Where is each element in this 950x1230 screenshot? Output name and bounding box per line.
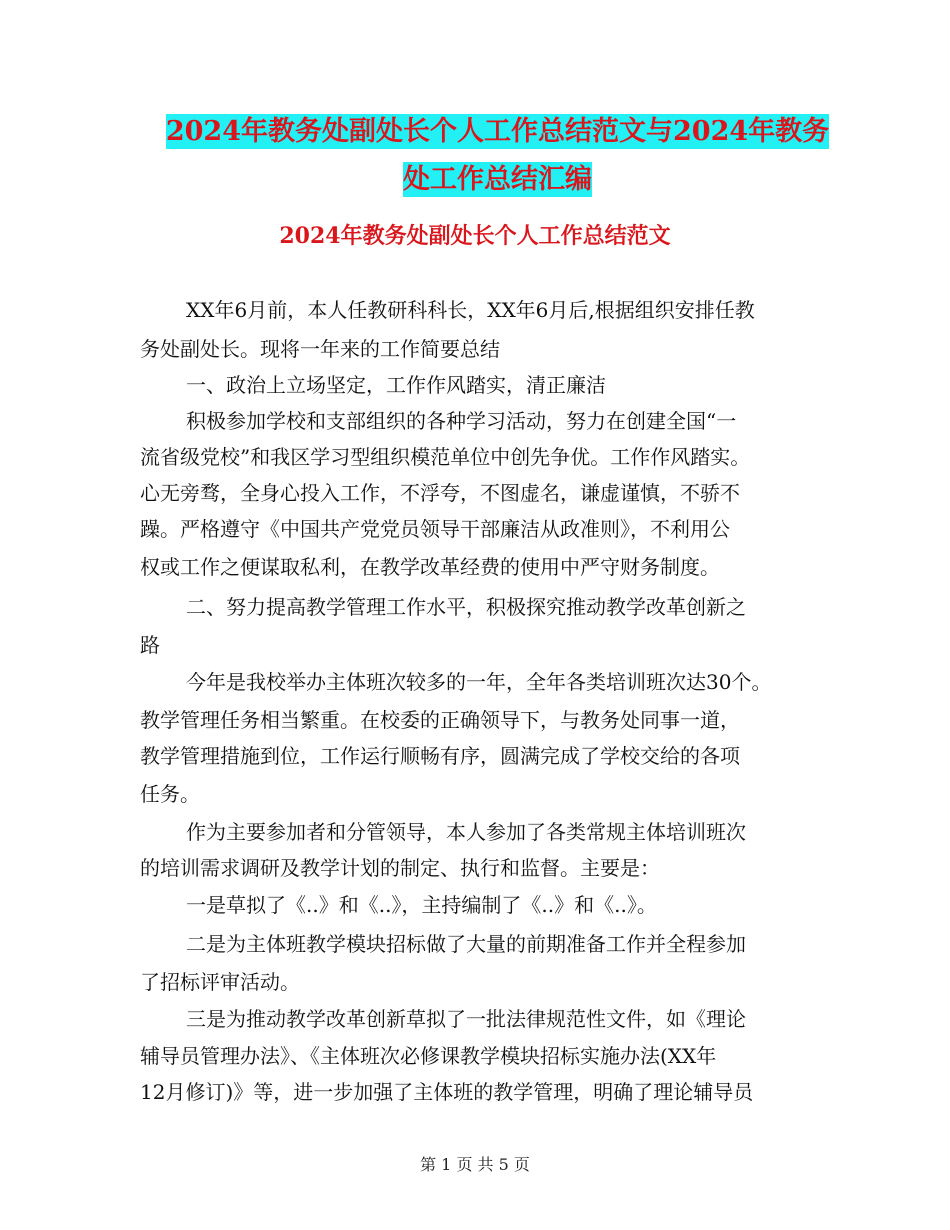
body-line: 心无旁骛，全身心投入工作，不浮夸，不图虚名，谦虚谨慎，不骄不 [140, 481, 740, 505]
page-footer: 第 1 页 共 5 页 [420, 1155, 530, 1174]
section-heading-2: 二、努力提高教学管理工作水平，积极探究推动教学改革创新之 [186, 595, 746, 619]
body-line: 权或工作之便谋取私利，在教学改革经费的使用中严守财务制度。 [140, 555, 720, 579]
document-main-title [140, 108, 855, 204]
body-line: 作为主要参加者和分管领导，本人参加了各类常规主体培训班次 [186, 820, 746, 844]
section-title: 2024年教务处副处长个人工作总结范文 [279, 223, 671, 249]
body-line: XX年6月前，本人任教研科科长，XX年6月后,根据组织安排任教 [186, 298, 755, 322]
body-line: 流省级党校”和我区学习型组织模范单位中创先争优。工作作风踏实。 [140, 445, 751, 469]
body-line: 任务。 [140, 782, 200, 806]
body-line: 12月修订)》等，进一步加强了主体班的教学管理，明确了理论辅导员 [140, 1080, 754, 1104]
body-line: 务处副处长。现将一年来的工作简要总结 [140, 337, 500, 361]
body-line: 教学管理任务相当繁重。在校委的正确领导下，与教务处同事一道， [140, 708, 740, 732]
body-line: 积极参加学校和支部组织的各种学习活动，努力在创建全国“一 [186, 409, 737, 433]
body-line: 的培训需求调研及教学计划的制定、执行和监督。主要是： [140, 856, 660, 880]
body-line: 辅导员管理办法》、《主体班次必修课教学模块招标实施办法(XX年 [140, 1044, 717, 1068]
body-line: 一是草拟了《..》和《..》，主持编制了《..》和《..》。 [186, 893, 657, 917]
body-line: 二是为主体班教学模块招标做了大量的前期准备工作并全程参加 [186, 932, 746, 956]
body-line: 了招标评审活动。 [140, 970, 300, 994]
body-line: 三是为推动教学改革创新草拟了一批法律规范性文件，如《理论 [186, 1007, 746, 1031]
main-title-line-2: 处工作总结汇编 [403, 164, 592, 195]
main-title-line-1: 2024年教务处副处长个人工作总结范文与2024年教务 [165, 116, 830, 147]
body-line: 躁。严格遵守《中国共产党党员领导干部廉洁从政准则》，不利用公 [140, 517, 730, 541]
body-line: 今年是我校举办主体班次较多的一年，全年各类培训班次达30个。 [186, 670, 772, 694]
section-heading-1: 一、政治上立场坚定，工作作风踏实，清正廉洁 [186, 373, 606, 397]
body-line: 教学管理措施到位，工作运行顺畅有序，圆满完成了学校交给的各项 [140, 744, 740, 768]
section-heading-2-cont: 路 [140, 633, 160, 657]
